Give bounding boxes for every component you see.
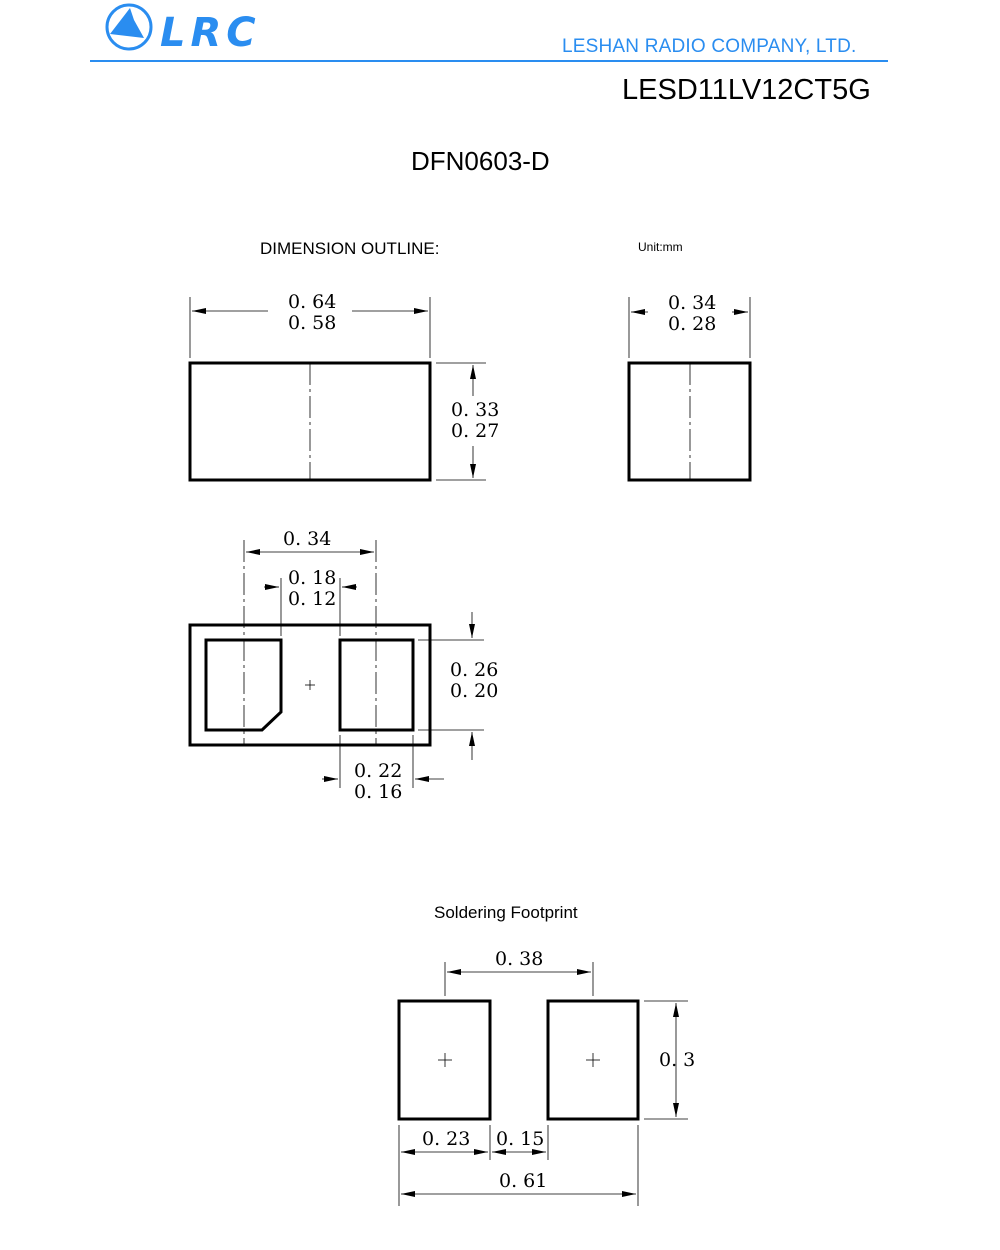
unit-label: Unit:mm [638,240,683,254]
top-length-min: 0. 58 [288,312,337,334]
part-number: LESD11LV12CT5G [622,74,871,106]
bottom-pad-width-max: 0. 22 [354,760,403,782]
footprint-total-width: 0. 61 [499,1170,548,1192]
bottom-view [190,528,498,803]
dimension-outline-label: DIMENSION OUTLINE: [260,239,440,258]
footprint-pad-height: 0. 3 [659,1049,696,1071]
side-view [629,292,750,480]
side-view-body [629,363,750,480]
side-width-max: 0. 34 [668,292,717,314]
bottom-pad-2 [340,640,413,730]
soldering-footprint [399,948,695,1206]
bottom-pitch: 0. 34 [283,528,332,550]
logo-text: LRC [160,10,261,56]
top-height-max: 0. 33 [451,399,500,421]
bottom-pad-width-min: 0. 16 [354,781,403,803]
company-name: LESHAN RADIO COMPANY, LTD. [562,36,857,57]
footprint-pad-width: 0. 23 [422,1128,471,1150]
package-name: DFN0603-D [411,146,550,176]
bottom-pad-height-max: 0. 26 [450,659,499,681]
soldering-footprint-label: Soldering Footprint [434,903,578,922]
footprint-gap: 0. 15 [496,1128,545,1150]
top-view [190,291,499,480]
top-height-min: 0. 27 [451,420,500,442]
bottom-pad-height-min: 0. 20 [450,680,499,702]
bottom-gap-max: 0. 18 [288,567,337,589]
bottom-pad-1-chamfered [206,640,281,730]
bottom-gap-min: 0. 12 [288,588,337,610]
side-width-min: 0. 28 [668,313,717,335]
footprint-pitch: 0. 38 [495,948,544,970]
top-length-max: 0. 64 [288,291,337,313]
